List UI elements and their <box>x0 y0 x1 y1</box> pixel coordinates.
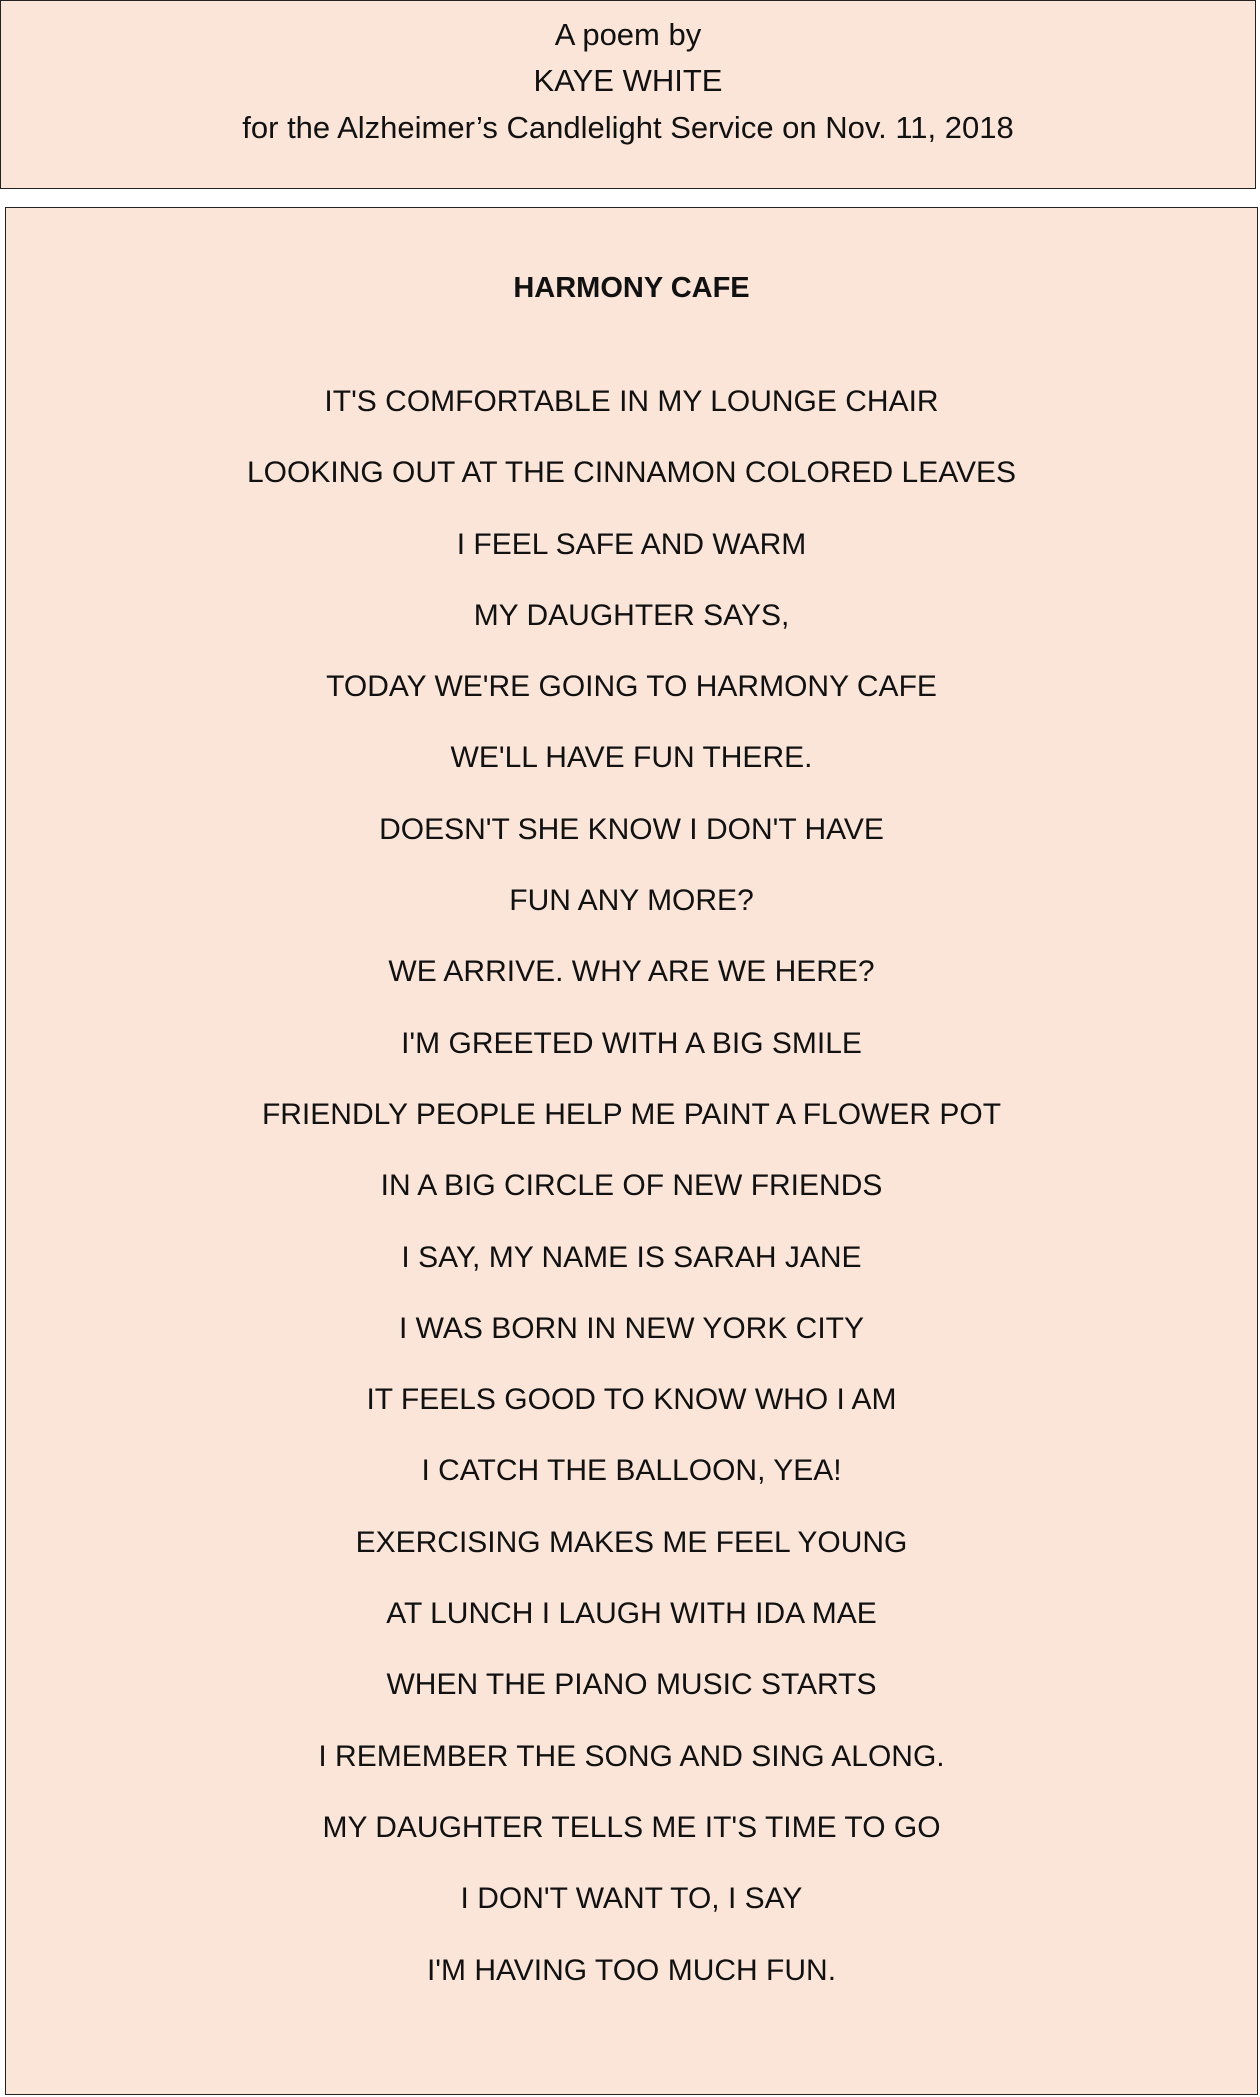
poem-line: LOOKING OUT AT THE CINNAMON COLORED LEAVES <box>246 456 1017 490</box>
poem-line: WE ARRIVE. WHY ARE WE HERE? <box>388 955 875 989</box>
poem-line: I CATCH THE BALLOON, YEA! <box>421 1454 842 1488</box>
poem-line: FUN ANY MORE? <box>509 884 754 918</box>
poem-line: I FEEL SAFE AND WARM <box>456 527 807 561</box>
poem-line: DOESN'T SHE KNOW I DON'T HAVE <box>379 812 884 846</box>
poem-line: I REMEMBER THE SONG AND SING ALONG. <box>318 1739 945 1773</box>
author-name: KAYE WHITE <box>533 63 723 98</box>
poem-line: I DON'T WANT TO, I SAY <box>460 1882 803 1916</box>
poem-line: IT FEELS GOOD TO KNOW WHO I AM <box>366 1383 897 1417</box>
poem-box <box>5 207 1258 2095</box>
poem-credit-box <box>0 0 1256 189</box>
poem-line: IT'S COMFORTABLE IN MY LOUNGE CHAIR <box>324 385 939 418</box>
poem-line: I'M GREETED WITH A BIG SMILE <box>401 1026 862 1060</box>
poem-title: HARMONY CAFE <box>513 272 750 304</box>
poem-line: IN A BIG CIRCLE OF NEW FRIENDS <box>380 1169 883 1203</box>
poem-line: WE'LL HAVE FUN THERE. <box>450 741 813 775</box>
poem-line: I WAS BORN IN NEW YORK CITY <box>398 1311 865 1345</box>
poem-line: MY DAUGHTER SAYS, <box>473 598 790 632</box>
poem-line: MY DAUGHTER TELLS ME IT'S TIME TO GO <box>322 1810 941 1844</box>
poem-line: EXERCISING MAKES ME FEEL YOUNG <box>355 1525 908 1559</box>
poem-line: I SAY, MY NAME IS SARAH JANE <box>401 1240 862 1274</box>
poem-line: AT LUNCH I LAUGH WITH IDA MAE <box>386 1597 877 1631</box>
poem-line: WHEN THE PIANO MUSIC STARTS <box>386 1668 877 1702</box>
poem-lines <box>6 384 1257 2024</box>
poem-line: FRIENDLY PEOPLE HELP ME PAINT A FLOWER POT <box>261 1097 1002 1131</box>
credit-intro: A poem by <box>554 17 702 52</box>
poem-line: TODAY WE'RE GOING TO HARMONY CAFE <box>326 670 937 704</box>
occasion-line: for the Alzheimer’s Candlelight Service on Nov. 11, 2018 <box>242 110 1014 145</box>
poem-line: I'M HAVING TOO MUCH FUN. <box>426 1953 837 1987</box>
